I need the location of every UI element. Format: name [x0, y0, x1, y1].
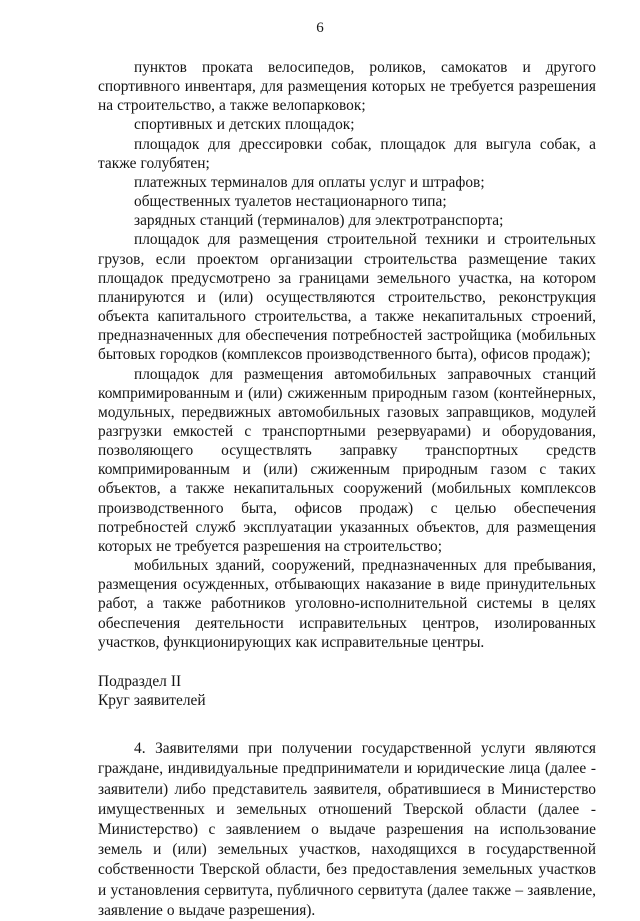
paragraph-bicycle-rental: пунктов проката велосипедов, роликов, самокатов и другого спортивного инвентаря, для размещения которых не требуется разрешения на строительство, а также велопарковок;	[98, 59, 596, 115]
paragraph-mobile-buildings: мобильных зданий, сооружений, предназначенных для пребывания, размещения осужденных, отбывающих наказание в виде принудительных работ, а также работников уголовно-исполнительной системы в целях обеспечения деятельности исправительных центров, изолированных участков, функционирующих как исправительные центры.	[98, 557, 596, 651]
paragraph-charging-stations: зарядных станций (терминалов) для электротранспорта;	[134, 212, 504, 230]
subsection-label: Подраздел II	[98, 672, 182, 690]
subsection-title: Круг заявителей	[98, 692, 206, 709]
subsection-heading	[98, 672, 596, 710]
paragraph-applicants: 4. Заявителями при получении государственной услуги являются граждане, индивидуальные предприниматели и юридические лица (далее - заявители) либо представитель заявителя, обратившиеся в Министерство имущественных и земельных отношений Тверской области (далее - Министерство) с заявлением о выдаче разрешения на использование земель и (или) земельных участков, находящихся в государственной собственности Тверской области, без предоставления земельных участков и установления сервитута, публичного сервитута (далее также – заявление, заявление о выдаче разрешения).	[98, 740, 596, 919]
paragraph-payment-terminals: платежных терминалов для оплаты услуг и штрафов;	[134, 173, 485, 191]
paragraph-public-toilets: общественных туалетов нестационарного типа;	[134, 193, 447, 211]
paragraph-construction-sites: площадок для размещения строительной техники и строительных грузов, если проектом организации строительства размещение таких площадок предусмотрено за границами земельного участка, на котором планируются и (или) осуществляются строительство, реконструкция объекта капитального строительства, а также некапитальных строений, предназначенных для обеспечения потребностей застройщика (мобильных бытовых городков (комплексов производственного быта), офисов продаж);	[98, 231, 596, 364]
paragraph-gas-stations: площадок для размещения автомобильных заправочных станций компримированным и (или) сжиженным природным газом (контейнерных, модульных, передвижных автомобильных газовых заправщиков, модулей разгрузки емкостей с транспортными резервуарами) и оборудования, позволяющего осуществлять заправку транспортных средств компримированным и (или) сжиженным природным газом с таких объектов, а также некапитальных сооружений (мобильных комплексов производственного быта, офисов продаж) с целью обеспечения потребностей служб эксплуатации указанных объектов, для размещения которых не требуется разрешения на строительство;	[98, 365, 596, 555]
document-body	[98, 58, 596, 921]
page-number: 6	[316, 20, 324, 36]
paragraph-dog-areas: площадок для дрессировки собак, площадок для выгула собак, а также голубятен;	[98, 135, 596, 172]
paragraph-playgrounds: спортивных и детских площадок;	[134, 116, 355, 134]
